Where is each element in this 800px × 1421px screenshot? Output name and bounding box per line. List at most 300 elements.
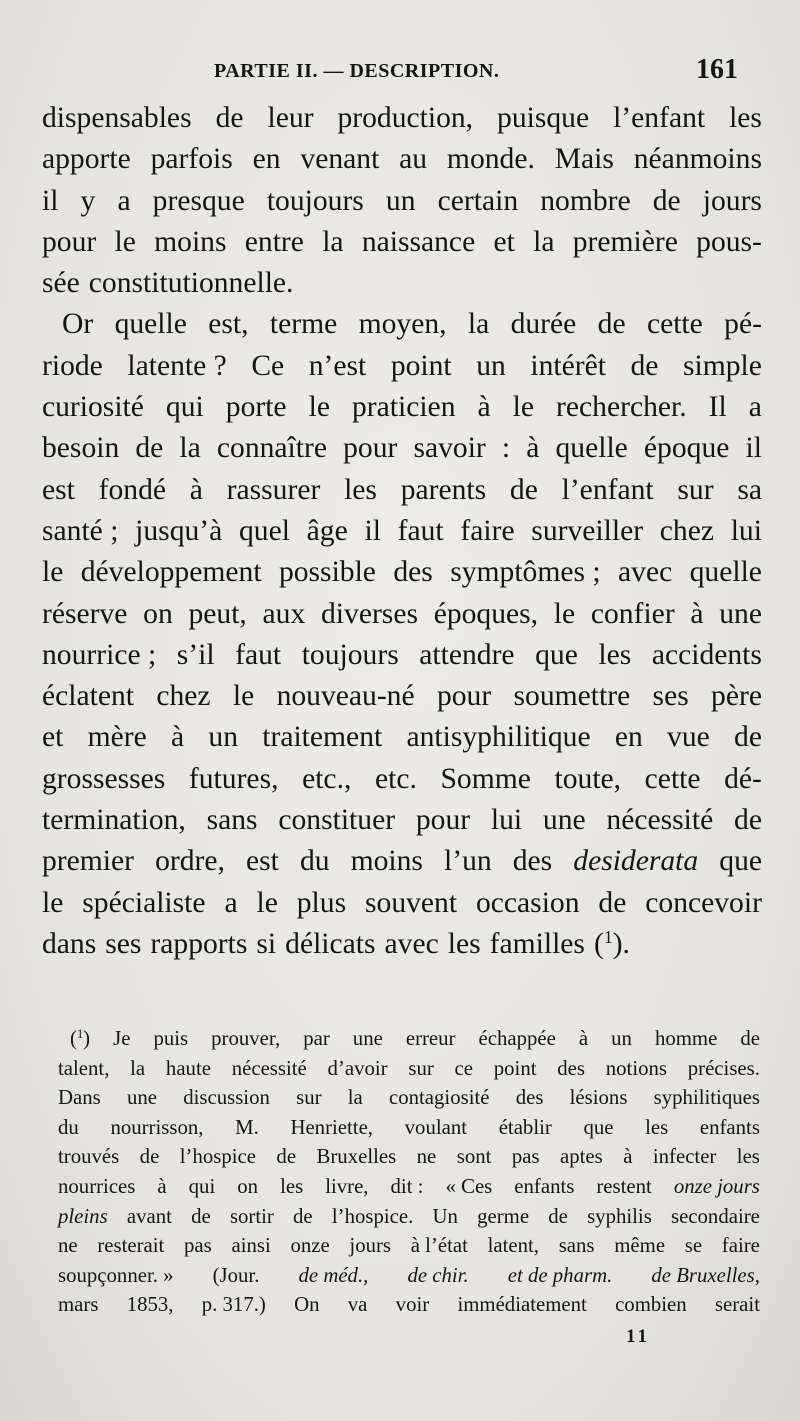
word: mère bbox=[87, 721, 147, 754]
word: ainsi bbox=[231, 1234, 271, 1258]
word: aptes bbox=[560, 1145, 603, 1169]
word: immédiatement bbox=[457, 1293, 587, 1317]
footnote bbox=[58, 1024, 760, 1320]
word: s’il bbox=[176, 638, 215, 671]
word: de bbox=[139, 1145, 160, 1169]
word: voulant bbox=[404, 1115, 468, 1139]
word: familles bbox=[489, 927, 585, 960]
word: pleins bbox=[58, 1204, 108, 1228]
word: des bbox=[393, 556, 433, 589]
word: de bbox=[740, 1027, 760, 1050]
footnote-line bbox=[58, 1290, 760, 1320]
word: si bbox=[256, 927, 277, 960]
word: sée bbox=[42, 267, 80, 300]
text-line bbox=[42, 800, 762, 841]
word: cette bbox=[646, 308, 703, 341]
word: praticien bbox=[351, 391, 456, 424]
word: talent, bbox=[58, 1056, 110, 1080]
word: Or bbox=[62, 308, 94, 341]
word: voir bbox=[395, 1293, 430, 1317]
word: leur bbox=[267, 102, 314, 134]
word: ne bbox=[58, 1234, 78, 1258]
word: etc., bbox=[302, 762, 352, 795]
word: Dans bbox=[58, 1086, 101, 1110]
word: il bbox=[364, 514, 381, 547]
word: père bbox=[711, 680, 762, 713]
word: besoin bbox=[42, 432, 120, 465]
word: certain bbox=[437, 184, 519, 217]
word: desiderata bbox=[573, 845, 699, 878]
word: mars bbox=[58, 1293, 99, 1317]
word: enfants bbox=[514, 1174, 575, 1198]
word: de bbox=[734, 721, 762, 754]
word: qui bbox=[165, 391, 204, 424]
text-line bbox=[42, 181, 762, 222]
word: de bbox=[276, 1145, 297, 1169]
page-header bbox=[214, 54, 738, 88]
word: dé- bbox=[724, 762, 762, 795]
word: Somme bbox=[440, 762, 531, 795]
word: l’hospice. bbox=[331, 1204, 414, 1228]
word: du bbox=[58, 1115, 79, 1139]
word: 1853, bbox=[126, 1293, 174, 1317]
word: les bbox=[280, 1174, 304, 1198]
word: a bbox=[224, 886, 238, 919]
word: Ce bbox=[251, 349, 285, 382]
word: vue bbox=[667, 721, 710, 754]
word: curiosité bbox=[42, 391, 144, 424]
word: sortir bbox=[229, 1204, 274, 1228]
word: livre, bbox=[325, 1174, 369, 1198]
word: lui bbox=[490, 804, 523, 837]
word: nourrice ; bbox=[42, 638, 157, 671]
word: est, bbox=[208, 308, 249, 341]
word: surveiller bbox=[531, 514, 644, 547]
word: ne bbox=[416, 1145, 437, 1169]
word: durée bbox=[510, 308, 577, 341]
word: au bbox=[399, 143, 428, 176]
word: un bbox=[476, 349, 506, 382]
word: quelle bbox=[114, 308, 187, 341]
footnote-line bbox=[58, 1083, 760, 1113]
word: quelle bbox=[555, 432, 628, 465]
word: l’un bbox=[444, 845, 492, 878]
word: santé ; bbox=[42, 514, 119, 547]
word: savoir bbox=[413, 432, 486, 465]
word: possible bbox=[278, 556, 376, 589]
footnote-line bbox=[58, 1054, 760, 1084]
word: nouveau-né bbox=[276, 680, 415, 713]
word: à bbox=[171, 721, 185, 754]
word: quelle bbox=[689, 556, 762, 589]
word: précises. bbox=[687, 1056, 760, 1080]
text-line bbox=[42, 470, 762, 511]
word: le bbox=[256, 886, 278, 919]
page-number: 161 bbox=[696, 54, 738, 85]
word: concevoir bbox=[645, 886, 762, 919]
word: le bbox=[42, 886, 64, 919]
word: faire bbox=[460, 514, 515, 547]
word: va bbox=[347, 1293, 368, 1317]
word: pour bbox=[436, 680, 492, 713]
word: secondaire bbox=[670, 1204, 760, 1228]
word: constitutionnelle. bbox=[88, 267, 294, 300]
word: dans bbox=[42, 927, 97, 960]
text-line bbox=[42, 346, 762, 387]
word: chez bbox=[659, 514, 714, 547]
word: pous- bbox=[696, 225, 762, 258]
word: à bbox=[623, 1145, 633, 1169]
text-line bbox=[42, 552, 762, 593]
word: futures, bbox=[188, 762, 279, 795]
word: Un bbox=[432, 1204, 458, 1228]
word: qui bbox=[188, 1174, 216, 1198]
word: le bbox=[114, 225, 136, 258]
word: néanmoins bbox=[633, 143, 762, 176]
word: soumettre bbox=[513, 680, 631, 713]
footnote-line bbox=[58, 1142, 760, 1172]
word: faire bbox=[721, 1234, 760, 1258]
word: combien bbox=[615, 1293, 687, 1317]
word: apporte bbox=[42, 143, 131, 176]
footnote-line bbox=[58, 1231, 760, 1261]
word: de bbox=[293, 1204, 313, 1228]
word: faut bbox=[397, 514, 444, 547]
word: de bbox=[135, 432, 164, 465]
word: pé- bbox=[724, 308, 762, 341]
word: éclatent bbox=[42, 680, 135, 713]
body-text bbox=[42, 98, 762, 965]
word: de chir. bbox=[407, 1263, 469, 1287]
word: de bbox=[630, 349, 659, 382]
word: on bbox=[143, 597, 173, 630]
word: premier bbox=[42, 845, 135, 878]
word: un bbox=[208, 721, 238, 754]
word: M. bbox=[235, 1115, 259, 1139]
word: syphilis bbox=[587, 1204, 652, 1228]
word: sans bbox=[206, 804, 258, 837]
word: de bbox=[548, 1204, 568, 1228]
word: à bbox=[189, 473, 203, 506]
word: ($^1$). bbox=[593, 927, 630, 960]
word: du bbox=[299, 845, 330, 878]
text-line bbox=[42, 263, 762, 304]
word: une bbox=[542, 804, 586, 837]
word: d’avoir bbox=[327, 1056, 388, 1080]
word: à l’état bbox=[410, 1234, 468, 1258]
word: riode bbox=[42, 349, 103, 382]
word: nourrisson, bbox=[110, 1115, 204, 1139]
word: Mais bbox=[554, 143, 614, 176]
word: Henriette, bbox=[290, 1115, 374, 1139]
word: production, bbox=[337, 102, 474, 134]
word: il bbox=[745, 432, 762, 465]
word: rapports bbox=[150, 927, 248, 960]
word: ce bbox=[454, 1056, 473, 1080]
word: lésions bbox=[569, 1086, 628, 1110]
word: dispensables bbox=[42, 102, 192, 134]
word: grossesses bbox=[42, 762, 166, 795]
footnote-line bbox=[58, 1172, 760, 1202]
word: peut, bbox=[188, 597, 247, 630]
text-line bbox=[42, 594, 762, 635]
word: la bbox=[467, 308, 490, 341]
word: discussion bbox=[183, 1086, 270, 1110]
word: la bbox=[347, 1086, 363, 1110]
word: diverses bbox=[321, 597, 418, 630]
signature-mark: 11 bbox=[626, 1326, 650, 1347]
word: point bbox=[390, 349, 452, 382]
word: onze bbox=[290, 1234, 330, 1258]
word: une bbox=[126, 1086, 157, 1110]
text-line bbox=[42, 428, 762, 469]
text-line bbox=[42, 676, 762, 717]
word: « Ces bbox=[445, 1174, 493, 1198]
word: le bbox=[42, 556, 64, 589]
word: de bbox=[734, 804, 762, 837]
word: la bbox=[130, 1056, 146, 1080]
text-line bbox=[42, 883, 762, 924]
word: délicats bbox=[285, 927, 376, 960]
word: Il bbox=[708, 391, 727, 424]
footnote-line bbox=[58, 1202, 760, 1232]
word: souvent bbox=[365, 886, 458, 919]
word: n’est bbox=[308, 349, 367, 382]
word: jours bbox=[349, 1234, 392, 1258]
word: est bbox=[42, 473, 75, 506]
word: symptômes ; bbox=[450, 556, 601, 589]
word: quel bbox=[239, 514, 290, 547]
word: sur bbox=[408, 1056, 434, 1080]
word: la bbox=[179, 432, 201, 465]
word: constituer bbox=[278, 804, 396, 837]
word: prouver, bbox=[211, 1027, 281, 1050]
word: sans bbox=[558, 1234, 595, 1258]
word: des bbox=[515, 1086, 544, 1110]
word: point bbox=[493, 1056, 537, 1080]
word: dit : bbox=[390, 1174, 424, 1198]
word: puisque bbox=[497, 102, 590, 134]
word: serait bbox=[714, 1293, 760, 1317]
word: ordre, bbox=[155, 845, 225, 878]
word: Je bbox=[113, 1027, 131, 1050]
word: de méd., bbox=[298, 1263, 369, 1287]
word: l’hospice bbox=[179, 1145, 256, 1169]
word: connaître bbox=[216, 432, 327, 465]
word: presque bbox=[152, 184, 245, 217]
word: de bbox=[597, 308, 626, 341]
word: toujours bbox=[301, 638, 399, 671]
word: établir bbox=[498, 1115, 552, 1139]
word: le bbox=[512, 391, 535, 424]
word: de Bruxelles, bbox=[651, 1263, 760, 1287]
word: accidents bbox=[651, 638, 762, 671]
word: infecter bbox=[652, 1145, 717, 1169]
word: ($^1$) bbox=[70, 1027, 91, 1050]
word: la bbox=[533, 225, 555, 258]
word: âge bbox=[306, 514, 348, 547]
footnote-line bbox=[58, 1024, 760, 1054]
word: des bbox=[512, 845, 553, 878]
word: il bbox=[42, 184, 59, 217]
word: terme bbox=[269, 308, 338, 341]
word: époques, bbox=[433, 597, 539, 630]
word: se bbox=[684, 1234, 703, 1258]
word: spécialiste bbox=[82, 886, 206, 919]
word: latente ? bbox=[127, 349, 227, 382]
word: naissance bbox=[361, 225, 476, 258]
word: rechercher. bbox=[556, 391, 687, 424]
text-line bbox=[42, 511, 762, 552]
word: aux bbox=[262, 597, 306, 630]
word: germe bbox=[477, 1204, 530, 1228]
word: que bbox=[583, 1115, 614, 1139]
word: a bbox=[748, 391, 762, 424]
word: et bbox=[493, 225, 515, 258]
word: réserve bbox=[42, 597, 128, 630]
word: la bbox=[322, 225, 344, 258]
word: que bbox=[719, 845, 762, 878]
word: que bbox=[535, 638, 578, 671]
word: (Jour. bbox=[212, 1263, 260, 1287]
word: nécessité bbox=[606, 804, 714, 837]
word: en bbox=[614, 721, 643, 754]
word: l’enfant bbox=[613, 102, 706, 134]
word: on bbox=[237, 1174, 259, 1198]
word: et de pharm. bbox=[507, 1263, 613, 1287]
word: de bbox=[652, 184, 681, 217]
text-line bbox=[42, 98, 762, 139]
word: à bbox=[477, 391, 491, 424]
word: simple bbox=[682, 349, 762, 382]
word: le bbox=[553, 597, 576, 630]
word: toujours bbox=[266, 184, 364, 217]
word: etc. bbox=[374, 762, 417, 795]
word: à bbox=[526, 432, 540, 465]
word: chez bbox=[156, 680, 211, 713]
word: les bbox=[447, 927, 481, 960]
word: sont bbox=[456, 1145, 492, 1169]
word: On bbox=[294, 1293, 320, 1317]
word: le bbox=[308, 391, 330, 424]
word: nourrices bbox=[58, 1174, 136, 1198]
word: nombre bbox=[540, 184, 631, 217]
text-line bbox=[42, 222, 762, 263]
word: les bbox=[645, 1115, 669, 1139]
word: intérêt bbox=[530, 349, 606, 382]
text-line bbox=[42, 924, 762, 965]
running-head: PARTIE II. — DESCRIPTION. bbox=[214, 60, 500, 82]
word: occasion bbox=[475, 886, 580, 919]
word: le bbox=[232, 680, 255, 713]
word: parents bbox=[400, 473, 487, 506]
word: première bbox=[572, 225, 678, 258]
word: termination, bbox=[42, 804, 186, 837]
text-line bbox=[42, 139, 762, 180]
word: contagiosité bbox=[388, 1086, 490, 1110]
word: échappée bbox=[478, 1027, 556, 1050]
word: haute bbox=[165, 1056, 211, 1080]
word: cette bbox=[644, 762, 701, 795]
word: nécessité bbox=[231, 1056, 307, 1080]
word: une bbox=[719, 597, 762, 630]
word: homme bbox=[654, 1027, 718, 1050]
word: pas bbox=[511, 1145, 540, 1169]
word: ses bbox=[105, 927, 142, 960]
word: notions bbox=[605, 1056, 667, 1080]
word: ses bbox=[652, 680, 689, 713]
word: développement bbox=[80, 556, 262, 589]
word: même bbox=[614, 1234, 666, 1258]
word: lui bbox=[730, 514, 762, 547]
word: en bbox=[252, 143, 281, 176]
word: a bbox=[117, 184, 131, 217]
word: une bbox=[352, 1027, 383, 1050]
word: entre bbox=[244, 225, 304, 258]
word: les bbox=[729, 102, 762, 134]
word: syphilitiques bbox=[653, 1086, 760, 1110]
word: moins bbox=[154, 225, 227, 258]
word: monde. bbox=[446, 143, 535, 176]
word: jours bbox=[702, 184, 762, 217]
word: : bbox=[501, 432, 511, 465]
word: de bbox=[215, 102, 244, 134]
word: pour bbox=[415, 804, 471, 837]
word: les bbox=[344, 473, 377, 506]
word: erreur bbox=[405, 1027, 456, 1050]
word: jusqu’à bbox=[135, 514, 223, 547]
text-line bbox=[42, 717, 762, 758]
word: enfants bbox=[699, 1115, 760, 1139]
word: un bbox=[611, 1027, 632, 1050]
word: est bbox=[246, 845, 279, 878]
word: attendre bbox=[419, 638, 515, 671]
word: à bbox=[690, 597, 704, 630]
word: sa bbox=[737, 473, 762, 506]
word: faut bbox=[235, 638, 282, 671]
word: à bbox=[157, 1174, 167, 1198]
word: avec bbox=[384, 927, 439, 960]
word: restent bbox=[596, 1174, 652, 1198]
word: de bbox=[509, 473, 538, 506]
text-line bbox=[42, 387, 762, 428]
word: pour bbox=[343, 432, 398, 465]
text-line bbox=[42, 759, 762, 800]
word: antisyphilitique bbox=[406, 721, 591, 754]
word: trouvés bbox=[58, 1145, 120, 1169]
word: resterait bbox=[97, 1234, 165, 1258]
word: de bbox=[598, 886, 627, 919]
word: les bbox=[598, 638, 632, 671]
word: avec bbox=[618, 556, 673, 589]
word: latent, bbox=[487, 1234, 539, 1258]
footnote-line bbox=[58, 1113, 760, 1143]
word: sur bbox=[296, 1086, 322, 1110]
word: plus bbox=[296, 886, 347, 919]
word: moyen, bbox=[358, 308, 447, 341]
word: rassurer bbox=[226, 473, 321, 506]
word: les bbox=[736, 1145, 760, 1169]
word: de bbox=[191, 1204, 211, 1228]
word: parfois bbox=[150, 143, 233, 176]
word: des bbox=[557, 1056, 585, 1080]
word: l’enfant bbox=[561, 473, 654, 506]
word: traitement bbox=[262, 721, 383, 754]
word: soupçonner. » bbox=[58, 1263, 174, 1287]
word: pas bbox=[184, 1234, 212, 1258]
word: sur bbox=[677, 473, 714, 506]
word: fondé bbox=[98, 473, 167, 506]
